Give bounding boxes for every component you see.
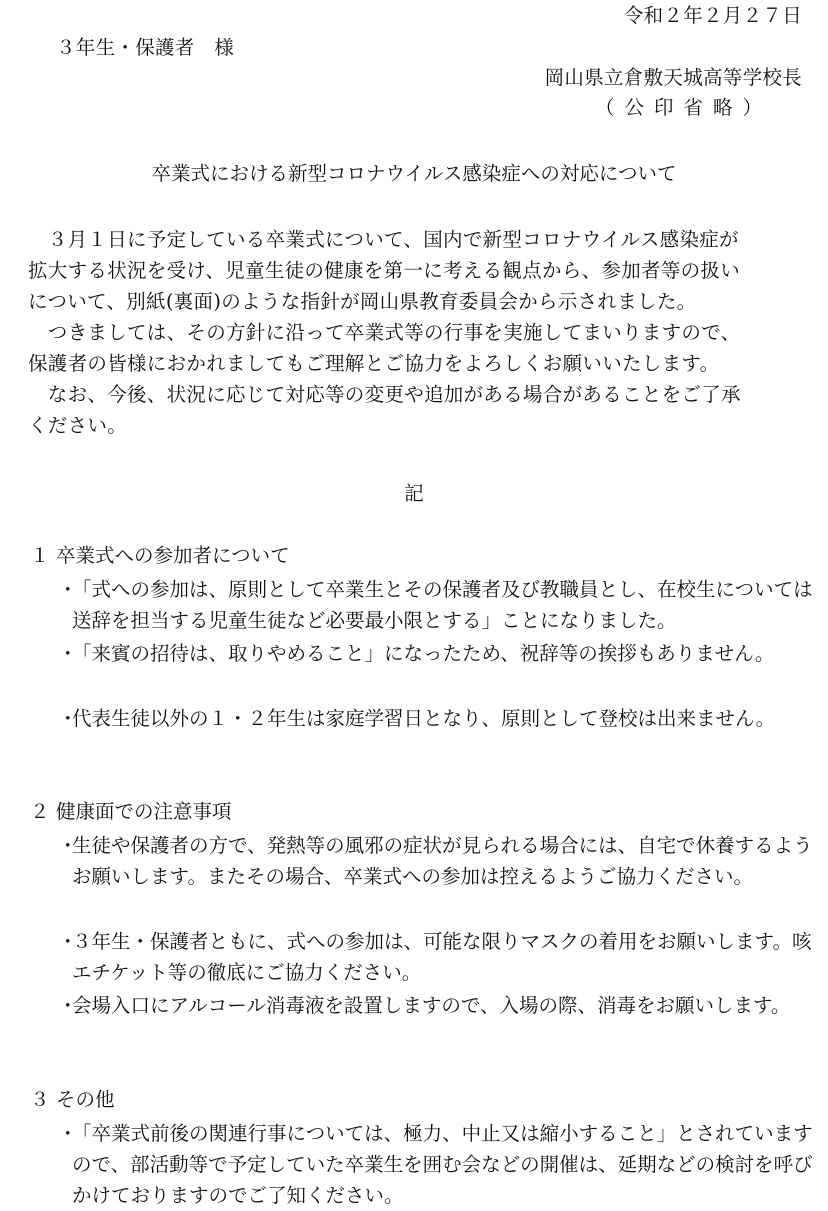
list-item-text: 「式への参加は、原則として卒業生とその保護者及び教職員とし、在校生については送辞を担当する児童生徒など必要最小限とする」ことになりました。 bbox=[72, 578, 813, 632]
section-heading bbox=[30, 542, 290, 570]
bullet-icon: ・ bbox=[58, 994, 78, 1017]
section-number: １ bbox=[30, 544, 50, 567]
list-item bbox=[58, 926, 818, 988]
body-line: つきましては、その方針に沿って卒業式等の行事を実施してまいりますので、 bbox=[28, 321, 741, 344]
section-title: 卒業式への参加者について bbox=[56, 544, 290, 567]
list-item-text: 生徒や保護者の方で、発熱等の風邪の症状が見られる場合には、自宅で休養するようお願いします。またその場合、卒業式への参加は控えるようご協力ください。 bbox=[72, 834, 813, 888]
body-line: ３月１日に予定している卒業式について、国内で新型コロナウイルス感染症が bbox=[28, 228, 739, 251]
list-item-text: 会場入口にアルコール消毒液を設置しますので、入場の際、消毒をお願いします。 bbox=[72, 994, 791, 1017]
section-heading bbox=[30, 798, 232, 826]
list-item bbox=[58, 703, 818, 734]
bullet-icon: ・ bbox=[58, 834, 78, 857]
section-title: その他 bbox=[56, 1088, 115, 1111]
list-item bbox=[58, 830, 818, 892]
bullet-icon: ・ bbox=[58, 578, 78, 601]
list-item-text: 「卒業式前後の関連行事については、極力、中止又は縮小すること」とされていますので、部活動等で予定していた卒業生を囲む会などの開催は、延期などの検討を呼びかけておりますのでご了知ください。 bbox=[72, 1122, 813, 1207]
body-line: 保護者の皆様におかれましてもご理解とご協力をよろしくお願いいたします。 bbox=[28, 352, 720, 375]
section-heading bbox=[30, 1086, 115, 1114]
document-date: 令和２年２月２７日 bbox=[623, 4, 802, 27]
list-item-text: 代表生徒以外の１・２年生は家庭学習日となり、原則として登校は出来ません。 bbox=[72, 707, 776, 730]
list-item bbox=[58, 638, 818, 669]
body-line: について、別紙(裏面)のような指針が岡山県教育委員会から示されました。 bbox=[28, 290, 697, 313]
body-line: なお、今後、状況に応じて対応等の変更や追加がある場合があることをご了承 bbox=[28, 383, 741, 406]
ki-marker: 記 bbox=[404, 482, 424, 505]
sender-name: 岡山県立倉敷天城高等学校長 bbox=[544, 66, 802, 89]
seal-note: （公印省略） bbox=[594, 96, 772, 119]
list-item bbox=[58, 574, 818, 636]
addressee: ３年生・保護者 様 bbox=[56, 36, 235, 59]
list-item bbox=[58, 1118, 818, 1211]
body-line: ください。 bbox=[28, 414, 128, 437]
bullet-icon: ・ bbox=[58, 642, 78, 665]
section-number: ３ bbox=[30, 1088, 50, 1111]
body-line: 拡大する状況を受け、児童生徒の健康を第一に考える観点から、参加者等の扱い bbox=[28, 259, 741, 282]
bullet-icon: ・ bbox=[58, 930, 78, 953]
bullet-icon: ・ bbox=[58, 707, 78, 730]
list-item bbox=[58, 990, 818, 1021]
list-item-text: ３年生・保護者ともに、式への参加は、可能な限りマスクの着用をお願いします。咳エチケット等の徹底にご協力ください。 bbox=[72, 930, 812, 984]
list-item-text: 「来賓の招待は、取りやめること」になったため、祝辞等の挨拶もありません。 bbox=[72, 642, 775, 665]
document-title: 卒業式における新型コロナウイルス感染症への対応について bbox=[151, 162, 677, 185]
bullet-icon: ・ bbox=[58, 1122, 78, 1145]
section-title: 健康面での注意事項 bbox=[56, 800, 232, 823]
section-number: ２ bbox=[30, 800, 50, 823]
